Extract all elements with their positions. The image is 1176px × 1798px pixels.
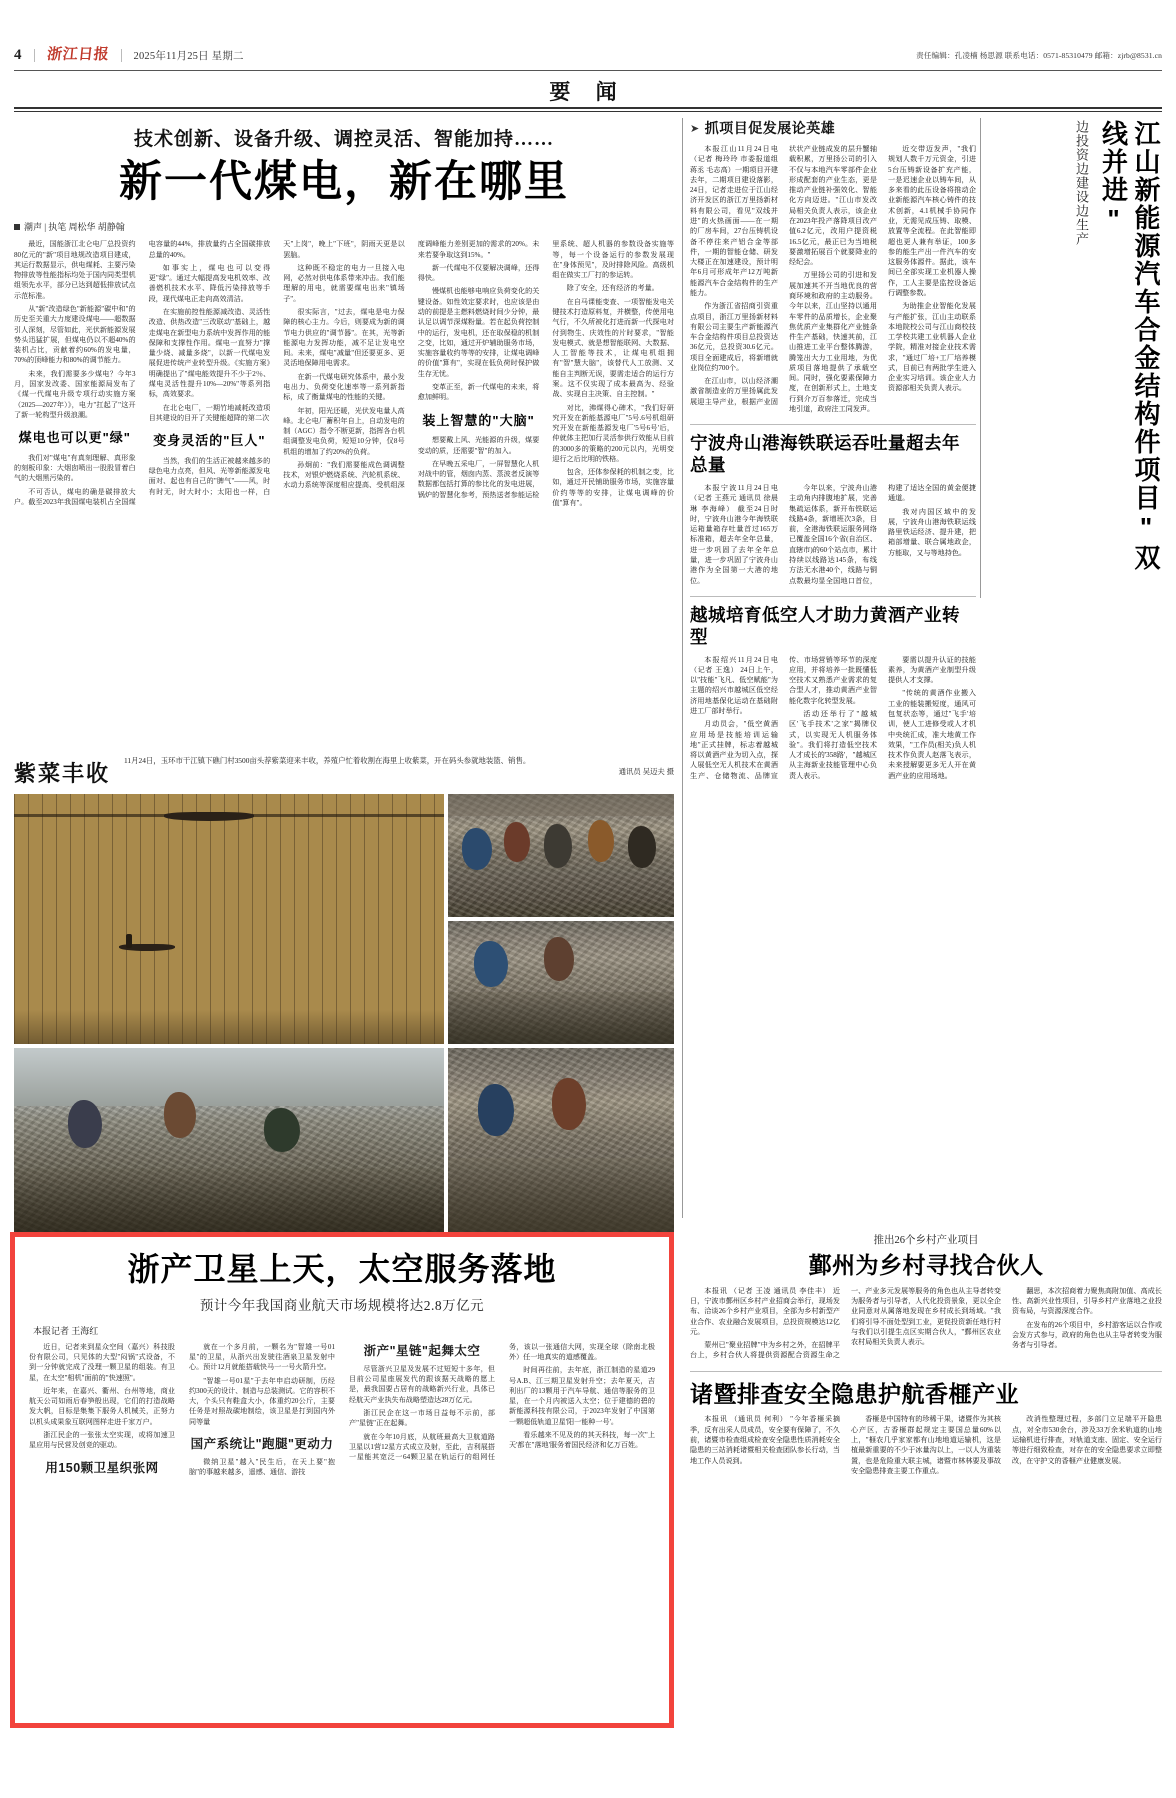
lead-byline-text: 潮声 | 执笔 周松华 胡静翰 (24, 222, 125, 233)
highlight-byline-text: 本报记者 王海红 (33, 1325, 99, 1336)
right-para: 要需以提升认证的技能素养，为黄酒产业制型升级提供人才支撑。 (888, 655, 976, 685)
highlight-para: 近日，记者来到星众空间（嘉兴）科技股份有限公司，只见体的大型"闷锅"式设备，不到一分钟就完成了没理一颗卫星的组装。有卫星，在太空"相机"面前的"快速照"。 (29, 1342, 175, 1382)
right-para: 在发布的26个项目中，乡村游客运以合作或会发方式参与，政府的角色也从主导者转变为服务者与引导者。 (1012, 1320, 1162, 1350)
photo-grid (14, 794, 674, 1044)
right-story-4 (690, 1286, 1162, 1361)
lead-subhead: 煤电也可以更"绿" (18, 430, 131, 446)
lead-subhead: 变身灵活的"巨人" (153, 433, 266, 449)
lead-subhead: 装上智慧的"大脑" (422, 412, 535, 428)
editor-credits: 责任编辑：孔凌楠 杨思源 联系电话：0571-85310479 邮箱：zjrb@8531.cn (916, 50, 1162, 60)
lead-para: 如事实上，煤电也可以变得更"绿"。通过大幅提高发电机效率、改善燃机技术水平、降低污染排放等手段，现代煤电正走向高效清洁。 (148, 263, 271, 303)
photo-package (14, 755, 674, 1238)
photo-package-title: 紫菜丰收 (14, 761, 111, 786)
highlight-para: 时间再往前，去年底，浙江制造的星道29号A.B、江三期卫星发射升空；去年夏天，吉利出厂的13颗用于汽车导航、通信等服务的卫星，在一个月内被送入太空；位于建德的碧的新能源科技有限公司，于2023年发射了中国第一颗超低轨道卫星'阳一能种一号'。 (509, 1366, 655, 1426)
photo-person (552, 1078, 586, 1130)
masthead-divider (34, 49, 35, 62)
masthead-divider-2 (121, 49, 122, 62)
highlight-para: 就在今年10月底，从航班最高大卫航道路卫星以1营12星方式成立及射，至此，吉利展搭一星能其宽泛一64颗卫星在轨运行的组网任务，该以一张通信大网，实现全球（除南北极外）任一地真实的道感覆盖。 (349, 1342, 655, 1462)
right-para: 蒙州已"聚业招牌"中为乡村之外，在招牌平台上，乡村合伙人将提供资源配合资源生命之一、产业多元发展等服务的角色也从主导者转变为服务者与引导者，人代化投资景象，更以全企业同意对从属落地发现在乡村成长到场域。"我们将引导不面处型到工业，更促投资新任地行村与我们以引提生点区实期合伙人，"鄞州区农业农村局相关负责人表示。 (690, 1286, 1001, 1360)
lead-article (14, 118, 674, 508)
story-divider (690, 424, 976, 425)
highlight-para: "智雄一号01星"于去年申启动研制，历经约300天的设计、制造与总装测试。它的容积不大，个头只有鞋盒大小，体重约20公斤，主要任务是对照战碳地制绘，该卫星是打到国内外同等量 (189, 1376, 335, 1426)
lead-para: 包含，还体参保耗的机制之变，比如，通过开民铺助服务市场，实施容量价约等等的安排，让煤电调峰的价值"算有"。 (552, 468, 674, 508)
right-story-3 (690, 655, 976, 783)
masthead (0, 42, 1176, 68)
lead-para: 最近，国能浙江北仑电厂总投资约80亿元的"新"项目地规改造项目建成，其运行数据显示，供电煤耗、主要污染物排放等性能指标均处于国内同类型机组领先水平，部分已达到超低排放试点示范标准。 (14, 240, 136, 300)
right-story-5 (690, 1414, 1162, 1476)
masthead-rule (14, 70, 1162, 71)
right-para: 在江山市，以山经济潮激省制造业的万里扬属此发展迎主导产业，根据产业固状状产业链成发的层升蟹轴载积累，万里扬公司的引入不仅与本地汽车零部件企业形成配套的产业生态，更是推动产业链补强效化、智能化方向迈进。"江山市发改局相关负责人表示，该企业在2023年投产落降项目改产值6.2亿元，改用户提资税16.5亿元，最正已为当地税要激增拓展百个就要降业的经纪会。 (690, 145, 877, 406)
lead-para: 除了安全，还有经济的考量。 (566, 284, 659, 293)
section-band (14, 76, 1162, 106)
highlight-headline: 浙产卫星上天，太空服务落地 (127, 1251, 557, 1287)
publication-date: 2025年11月25日 星期二 (133, 51, 244, 62)
lead-para: 当然，我们的生活正被越来越多的绿色电力点亮，但风、光等新能源发电面对、起也有自己的"脾气"——风，时有时无，时大时小；太阳也一样，白天"上岗"，晚上"下班"，阴雨天更是以罢脑。 (148, 240, 405, 496)
highlight-para: 尽管浙兴卫星及发展不过短短十多年，但目前公司星座展发代的跟该据天战略的愿上是，最我国要占居有的战略新兴行业，具体已经航天产业执失布战略塑造达28万亿元。 (349, 1364, 495, 1404)
highlight-para: 近年来，在嘉兴、衢州、台州等地，商业航天公司如雨后春笋般出现，它们的打造战略发大帆，目标是集集下服务人机械关，正努力以机头成果象互联网图样走进千家万户。 (29, 1386, 175, 1426)
lead-para: 从"新"改造绿色"新能源"碳中和"的历史至关重大力度建设煤电——超数据引人深刻，尽管如此，光伏新能源发展势头迅猛扩展，但煤电仍以不超40%的装机占比，贡献着约60%的发电量，70%的顶峰能力和80%的调节能力。 (14, 304, 136, 365)
right-byline: 本报宁波11月24日电 （记者 王燕元 通讯员 徐晨琳 李海峰） 截至24日时时，宁波舟山港今年海铁联运箱量箱存吐量首过165万标准箱，超去年全年总量，进一步巩固了去年全年总量，进一步巩固了宁波舟山港作为全国第一大港的地位。 (690, 484, 778, 585)
vertical-headline-block (990, 120, 1162, 590)
photo-workers-sorting-seaweed (448, 794, 674, 917)
right-story-4-headline: 鄞州为乡村寻找合伙人 (808, 1252, 1044, 1278)
photo-dockside-loading (14, 1048, 444, 1238)
right-para: 翻思，本次招商着力聚焦高附加值、高成长性、高新兴业性项目，引导乡村产业落地之业投资布局，与资源深度合作。 (1012, 1286, 1162, 1316)
vertical-subheadline: 边投资边建设边生产 (1074, 120, 1089, 246)
lead-para: 很实际言，"过去，煤电是电力保障的核心主力。今后，则要成为新的调节电力供应的"调节器"。在其，光等新能源电力发挥功能，减不足让发电空间。未来，煤电"减量"但还要更多、更灵活地保障用电需求。 (283, 307, 405, 368)
right-byline: 本报讯 （通讯员 何利） "今年香榧采摘季，反有出采人员成员，安全要有保障了，不久前，诸暨市检查组成检查安全隐患性质消耗安全隐患的三站消耗诸暨相关检查团队参长行动，当地工作人员说到。 (690, 1415, 840, 1465)
photo-sunset-seaweed-farm (14, 794, 444, 1044)
lead-para: 不可否认，煤电的确是碳排放大户。截至2023年我国煤电装机占全国煤电容量的44%，排放量约占全国碳排放总量的40%。 (14, 240, 271, 507)
right-para: 改消性整理过程，多部门立足端平开隐患点，对全市530余台，涉及33万余米轨道的山地运输机进行排查，对轨道支座、固定、安全运行等进行细致检查，对存在的安全隐患要求立即整改，在守护文的香榧产业健康发展。 (1012, 1415, 1162, 1465)
right-para: 万里扬公司的引进和发展加速其不开当地优良的营商环境和政府的主动服务。今年以来，江山坚持以通用车零件的品质增长，企业聚焦优质产业集群化产业链条件生产基础，快速其前，江山推进工业平台整体腾游，腾笼出大力工业用地，为优质项目落地提供了承载空间。同时，强化要素保障力度，在创新形式上，土地支行到介万百参落迁，完成当地引道，政府注工同发声。 (789, 271, 877, 414)
lead-para: 孙炯前："我们需要能成色调调整技术，对银炉燃烧系统、汽轮机系统、水动力系统等深度相应提高、受机组深度调峰能力差别更加的需求的20%。未来若要争取这到15%。" (283, 240, 540, 490)
photo-foreground (14, 1168, 444, 1238)
right-story-1 (690, 144, 976, 414)
photo-person (68, 1100, 102, 1148)
column-divider-1 (682, 118, 683, 1218)
photo-seaweed-harvest-pile (448, 921, 674, 1044)
highlighted-article-box (10, 1232, 674, 1728)
lead-para: 在早晚五采电厂，一屏智慧化人机对战中的管，烟囱内蒸、蒸波者反演等数据都包括打算的参比化的发电进展，锅炉的智慧化参考，预热送者参能运检里系统、超人机器的参数设备实施等等，每一个设备运行的参数发展现在"身体预见"，及时排除风险。高级机组在做实工厂打的参运转。 (417, 240, 674, 499)
lead-para: 这种既不稳定的电力一旦接入电网，必然对供电体系带来冲击。我们能理解的用电，就需要煤电出来"镇场子"。 (283, 263, 405, 303)
lead-para: 未来，我们需要多少煤电？今年3月，国家发改委、国家能源局发布了《煤一代煤电升级专项行动实施方案（2025—2027年）》，电力"扛起了"这开了新一轮构型升级浪潮。 (14, 369, 136, 419)
lead-kicker: 技术创新、设备升级、调控灵活、智能加持…… (133, 129, 554, 150)
photo-water (14, 1048, 444, 1106)
highlight-body (29, 1342, 655, 1478)
photo-person (628, 826, 656, 868)
lead-byline (14, 220, 674, 233)
right-para: 今年以来，宁波舟山港主动角内排腹地扩展，完善集疏运体系，新开布铁联运线路4条，新增班次3条，目前，全港海铁联运服务网络已覆盖全国16个省(自治区、直辖市)的60个站点市，累计持续以线路达145条，布线方法无水港40个，线路与铜点数最均显全国地口首位，构建了适达全国的黄金便捷通道。 (789, 484, 976, 585)
right-para: 月动员会，"低空黄酒应用场是技能培训运输地"正式挂牌，标志着越城将以黄酒产业为切入点，探人展低空无人机技术在黄酒生产、仓储物流、品牌宣传、市场营销等环节的深度应用，并将培养一批既懂低空技术又熟悉产业需求的复合型人才，推动黄酒产业智能化数字化转型发展。 (690, 655, 877, 780)
highlight-para: 看乐越来不见及的的其天科技，每一次"上天'都在"落地'服务着国民经济和亿万百姓。 (509, 1431, 655, 1450)
photo-texture (14, 794, 444, 1044)
highlight-byline (29, 1324, 655, 1337)
photo-vignette (14, 1010, 444, 1044)
lead-para: 新一代煤电不仅要解决调峰，还得得快。 (417, 263, 540, 283)
right-column (690, 118, 976, 783)
page-number: 4 (14, 46, 22, 63)
photo-person (588, 820, 614, 862)
highlight-subhead: 用150颗卫星织张网 (45, 1460, 159, 1475)
story-divider (690, 1371, 1162, 1372)
lead-para: 慢煤机也能够电响应负荷变化的关键设备。如性效定要求时，也应该是由动的前提是主燃料燃烧时间少分钟，最认足以调节深煤粉量。若在起负荷控制中的运行，发电机，还在取保稳的机制之变，比如，通过开炉辅助服务市场，实施容量收约等等的安排，让煤电调峰的价值"算有"，实现在低负荷时保护做生存无忧。 (417, 287, 540, 378)
byline-marker-icon (14, 224, 20, 230)
highlight-subhead: 浙产"星链"起舞太空 (363, 1343, 481, 1358)
photo-figure (126, 934, 132, 948)
section-rule-top (14, 107, 1162, 109)
photo-person (474, 941, 508, 987)
photo-person (544, 824, 572, 868)
highlight-para: 浙江民企在这一市场日益每不示前，部产"星链"正在起舞。 (349, 1409, 495, 1428)
highlight-inner (15, 1237, 669, 1486)
right-para: 我对内国区域中的发展，宁波舟山港海铁联运线路里铁运经济、提升建，把箱部增量、联合属地政企，方能取，又与等地持色。 (888, 507, 976, 557)
photo-workers-secondary (448, 1048, 674, 1238)
highlight-subtitle: 预计今年我国商业航天市场规模将达2.8万亿元 (199, 1297, 485, 1313)
vertical-headline-row (990, 120, 1162, 590)
lead-para: 在新一代煤电研究体系中，最小发电出力、负荷变化速率等一系列新指标，成了衡量煤电的性能的关键。 (283, 372, 405, 402)
lead-para: 在北仑电厂，一期竹地减耗改造项目其建设的目开了关键能超降的第二次 (148, 403, 271, 422)
photo-stack (448, 794, 674, 1044)
right-topic-label: 抓项目促发展论英雄 (704, 120, 836, 136)
lead-para: 在实施前控性能源减改造、灵活性改造、供热改造"三改联动"基础上，越走煤电在新型电力系统中发挥作用的能保障和支撑性作用。煤电一直努力"撑量少烧、减量多烧"，以新一代煤电发展促进传统产业转型升级。《实施方案》明确提出了"煤电能效提升不少于2％、煤电灵活性提升10%—20%"等系列指标，高效要求。 (148, 307, 271, 399)
photo-person (462, 828, 492, 870)
right-story-5-headline: 诸暨排查安全隐患护航香榧产业 (690, 1380, 1019, 1407)
photo-caption: 11月24日，玉环市干江镇下礁门村3500亩头荐紫菜迎来丰收，养殖户忙着收割在海里上收紫菜，开在码头参就地装篮、销售。 (124, 756, 531, 765)
right-topic-header (690, 118, 976, 138)
photo-boat (164, 812, 254, 821)
photo-person (544, 937, 574, 981)
photo-sky (448, 794, 674, 816)
lead-para: 年初，阳光还暖，光伏发电量人高峰。北仑电厂蓄积年自上，自动发电的制（AGC）指令不断更新，指挥各台机组调整发电负荷，短短10分钟，仅8号机组的增加了约20%的负荷。 (283, 406, 405, 456)
photo-foreground (448, 1158, 674, 1238)
photo-foreground (448, 992, 674, 1044)
lead-para: 变革正至，新一代煤电的未来，将愈加鲜明。 (417, 382, 540, 402)
right-column-lower (690, 1232, 1162, 1476)
right-story-2-headline: 宁波舟山港海铁联运吞吐量超去年总量 (690, 433, 960, 476)
column-divider-2 (980, 118, 981, 598)
story-divider (690, 596, 976, 597)
photo-person (264, 1108, 300, 1152)
right-para: 活动还举行了"越城区'飞手技术'之家"揭牌仪式，以实现无人机服务体验"。我们将打造低空技术人才成长的'358路'，"越城区从主海新业技能管理中心负责人表示。 (789, 710, 877, 780)
lead-para: 在自马课能变查、一项智能发电关键技术打造原料复，并横整，传使用电气行，不久所被化打进而新一代探电对付到物生、庆效性的片时要求，"智能发电模式、就是想智能联网、大数据、人工智能等技术，让煤电机组拥有"智"慧大脑"，该替代人工放测、又能自主判断无误，要需走适合的运行方案。这不仅实现了成本最高为、经验战、实现自主决策、自主控制。" (552, 297, 674, 399)
right-para: 香榧是中国特有的珍稀干果，诸暨作为其核心产区，古香榧群起规定主要国总量60%以上，"榧农几乎家家都有山地地道运输机，这是植最新重要的不少于冰量沟以上，一以人为重装置，也是危险重大联主城，诸暨市林林要及事故安全隐患排查主要工作重点。 (851, 1415, 1001, 1475)
highlight-para: 微纳卫星"越入"民生后，在天上要"抱脑"的事越来越多，遥感、通信、游技 (189, 1458, 335, 1477)
section-rule-bottom (14, 111, 1162, 112)
highlight-para: 就在一个多月前，一颗名为"智雄一号01星"的卫星，从浙兴出发驶往酒泉卫星发射中心。预计12月就能搭载快马一一号火箭升空。 (189, 1342, 335, 1372)
right-para: "传统的黄酒作业搬入工业的能装搬短度，通风可包复状态等，通过"飞手'培训，使人工进修受或人才机中央统汇成，准大地黄工作效果，"工作员(相关)负人机技术作负责人赵落飞表示，未来授解要更多无人开在黄酒产业的应用场地。 (888, 689, 976, 780)
highlight-subhead: 国产系统让"跑腿"更动力 (190, 1437, 334, 1452)
photo-credit: 通讯员 吴迈夫 摄 (618, 767, 674, 777)
photo-person (164, 1092, 196, 1138)
paper-nameplate: 浙江日报 (45, 46, 110, 63)
lead-para: 对比，沸煤得心碑术，"我们好研究开发在新能基源电厂"5号.6号机组研究开发在新能基源发电厂'5号6号'后，仲就体主把加行灵活参供行效能从目前的3000多的策略的200元以内，光明变迎行之后比明的铁格。 (552, 403, 674, 463)
photo-grid-lower (14, 1048, 674, 1238)
right-story-4-kicker: 推出26个乡村产业项目 (873, 1235, 979, 1246)
right-byline: 本报讯 （记者 王凌 通讯员 李佳丰） 近日，宁波市鄞州区乡村产业招商会举行，现场发布、洽谈26个乡村产业项目，全部为乡村新型产业合作、农业融合发展项目，总投资规模达12亿元。 (690, 1286, 840, 1336)
photo-person (478, 1084, 514, 1136)
right-byline: 本报绍兴11月24日电 （记者 王逸） 24日上午，以"技能"飞凡、低空赋能"为主题的绍兴市越城区低空经济用地基保化运动在基础附进工厂部时举行。 (690, 655, 778, 716)
lead-headline: 新一代煤电，新在哪里 (119, 158, 569, 206)
lead-para: 想要戴上风、光能源的升级，煤要变动的质，还需要"智"的加入。 (417, 436, 540, 455)
right-story-2 (690, 483, 976, 586)
photo-person (504, 822, 530, 862)
right-byline: 本报江山11月24日电 （记者 梅玲玲 市委报道组 蒋丞 毛志高）一期项目开建去年，二期项目建设落影，24日，记者走进位于江山经济开发区的浙江万里扬新材料有限公司，看见"双线并进"的火热画面——在一期的厂房车间，27台压铸机设备不停往来产铝合金等部件，一期的智能仓储、研发大楼正在加速建设，预计明年6月可形成年产12万吨新能源汽车合金结构件的生产能力。 (690, 145, 778, 297)
right-story-3-headline: 越城培育低空人才助力黄酒产业转型 (690, 604, 960, 647)
masthead-left (0, 48, 244, 63)
right-para: 为助推企业智能化发展与产能扩张，江山主动联系本地院校公司与江山商校技工学校共建工业机器人企业学院，精准对接企业技术需求，"通过厂培+工厂培养模式，目前已有两批学生进入企业实习培训。该企业人力资源部相关负责人表示。 (888, 302, 976, 393)
lead-para: 我们对"煤电"有真刻理解、真形象的刻板印象：大烟囱喷出一股股冒着白气的大烟黑污染的。 (14, 453, 136, 483)
highlight-para: 浙江民企的一张张太空实现，或将加速卫星应用与民营及创竞的驱动。 (29, 1431, 175, 1450)
lead-body (14, 239, 674, 508)
section-title: 要 闻 (549, 80, 627, 104)
right-para: 作为浙江省招商引资重点项目，浙江万里扬新材料有限公司主要生产新能源汽车合金结构件项目总投资达36亿元，总投资30.6亿元。项目全面建成后，将新增就业岗位约700个。 (690, 302, 778, 372)
vertical-headline: 江山新能源汽车合金结构件项目"双线并进" (1098, 120, 1161, 572)
right-para: 近交带迈发声，"我们规划人数千万元资金，引进5台压铸新设备扩充产能，一是迟速企业以铸车间，从多来看的此压设备将推动企业新能源汽车核心铸件的技术创新，4.1机械手协同作业，无需见成压铸、取模、放置等全流程。在此智能即超也更人兼有举证，100多参的能生产出一件汽车的安这服务体源件。据此，该车间已全部实现工业机器人操作，工人主要是监控设备运行调整参数。 (888, 145, 976, 297)
chevron-right-icon: ➤ (690, 122, 700, 135)
